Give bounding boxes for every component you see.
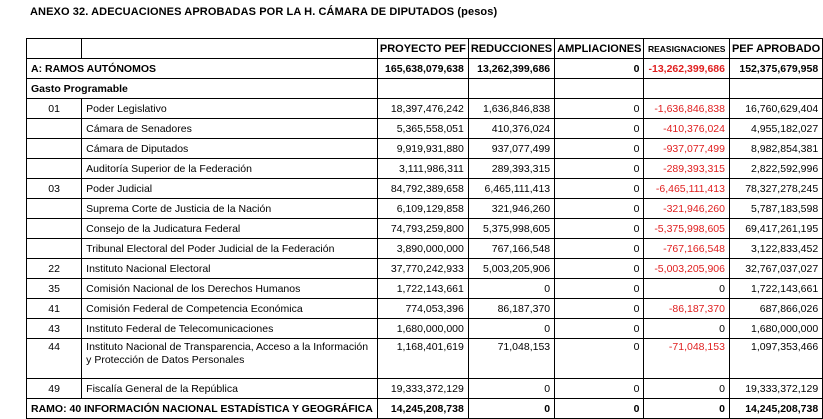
row-value-proyecto: 5,365,558,051 <box>377 119 468 139</box>
row-code: 43 <box>27 319 82 339</box>
ramo-value-proyecto: 14,245,208,738 <box>377 399 468 419</box>
row-code: 01 <box>27 99 82 119</box>
table-row <box>27 179 823 199</box>
row-code <box>27 219 82 239</box>
row-value-proyecto: 19,333,372,129 <box>377 379 468 399</box>
ramo-value-ampliaciones: 0 <box>555 399 644 419</box>
row-value-proyecto: 18,397,476,242 <box>377 99 468 119</box>
row-code <box>27 239 82 259</box>
table-row <box>27 279 823 299</box>
row-value-reducciones: 0 <box>468 279 554 299</box>
section-value-proyecto: 165,638,079,638 <box>377 59 468 79</box>
row-value-pef-aprobado: 5,787,183,598 <box>729 199 822 219</box>
row-value-ampliaciones: 0 <box>555 119 644 139</box>
row-value-reducciones: 289,393,315 <box>468 159 554 179</box>
row-value-proyecto: 1,168,401,619 <box>377 339 468 379</box>
subsection-empty <box>729 79 822 99</box>
row-value-reducciones: 0 <box>468 319 554 339</box>
row-code: 41 <box>27 299 82 319</box>
row-value-proyecto: 74,793,259,800 <box>377 219 468 239</box>
row-value-reasignaciones: -289,393,315 <box>644 159 729 179</box>
row-value-reducciones: 86,187,370 <box>468 299 554 319</box>
row-value-proyecto: 84,792,389,658 <box>377 179 468 199</box>
row-value-pef-aprobado: 78,327,278,245 <box>729 179 822 199</box>
row-value-pef-aprobado: 1,680,000,000 <box>729 319 822 339</box>
row-code <box>27 119 82 139</box>
budget-table <box>26 38 823 419</box>
row-value-ampliaciones: 0 <box>555 239 644 259</box>
ramo-label: RAMO: 40 INFORMACIÓN NACIONAL ESTADÍSTICA Y GEOGRÁFICA <box>27 399 378 419</box>
row-value-reducciones: 410,376,024 <box>468 119 554 139</box>
row-code <box>27 159 82 179</box>
row-value-ampliaciones: 0 <box>555 259 644 279</box>
header-blank-2 <box>82 39 378 59</box>
row-value-reasignaciones: -5,375,998,605 <box>644 219 729 239</box>
row-value-reasignaciones: -71,048,153 <box>644 339 729 379</box>
header-blank <box>27 39 82 59</box>
table-row <box>27 379 823 399</box>
row-name: Auditoría Superior de la Federación <box>82 159 378 179</box>
subsection-row <box>27 79 823 99</box>
subsection-label: Gasto Programable <box>27 79 378 99</box>
table-row <box>27 99 823 119</box>
section-label: A: RAMOS AUTÓNOMOS <box>27 59 378 79</box>
row-name: Comisión Federal de Competencia Económica <box>82 299 378 319</box>
column-header-pef-aprobado: PEF APROBADO <box>729 39 822 59</box>
section-value-ampliaciones: 0 <box>555 59 644 79</box>
row-value-reasignaciones: -937,077,499 <box>644 139 729 159</box>
row-value-ampliaciones: 0 <box>555 99 644 119</box>
row-name: Instituto Federal de Telecomunicaciones <box>82 319 378 339</box>
row-name: Cámara de Senadores <box>82 119 378 139</box>
row-value-pef-aprobado: 4,955,182,027 <box>729 119 822 139</box>
row-value-reducciones: 0 <box>468 379 554 399</box>
table-row <box>27 339 823 379</box>
row-value-reasignaciones: -767,166,548 <box>644 239 729 259</box>
row-value-proyecto: 3,890,000,000 <box>377 239 468 259</box>
row-name: Instituto Nacional Electoral <box>82 259 378 279</box>
row-value-reducciones: 1,636,846,838 <box>468 99 554 119</box>
subsection-empty <box>468 79 554 99</box>
row-value-pef-aprobado: 16,760,629,404 <box>729 99 822 119</box>
row-value-reducciones: 6,465,111,413 <box>468 179 554 199</box>
row-value-proyecto: 1,680,000,000 <box>377 319 468 339</box>
row-value-ampliaciones: 0 <box>555 339 644 379</box>
row-code: 49 <box>27 379 82 399</box>
row-name: Consejo de la Judicatura Federal <box>82 219 378 239</box>
table-row <box>27 139 823 159</box>
row-name: Poder Judicial <box>82 179 378 199</box>
row-name: Suprema Corte de Justicia de la Nación <box>82 199 378 219</box>
row-name: Comisión Nacional de los Derechos Humanos <box>82 279 378 299</box>
table-row <box>27 239 823 259</box>
row-value-ampliaciones: 0 <box>555 159 644 179</box>
row-code <box>27 139 82 159</box>
table-row <box>27 199 823 219</box>
row-value-reducciones: 767,166,548 <box>468 239 554 259</box>
table-body <box>27 39 823 419</box>
column-header-reasignaciones: REASIGNACIONES <box>644 39 729 59</box>
row-value-pef-aprobado: 8,982,854,381 <box>729 139 822 159</box>
ramo-value-reasignaciones: 0 <box>644 399 729 419</box>
row-name: Poder Legislativo <box>82 99 378 119</box>
row-value-ampliaciones: 0 <box>555 139 644 159</box>
row-value-ampliaciones: 0 <box>555 199 644 219</box>
ramo-value-reducciones: 0 <box>468 399 554 419</box>
row-value-reasignaciones: 0 <box>644 319 729 339</box>
header-row <box>27 39 823 59</box>
row-value-ampliaciones: 0 <box>555 179 644 199</box>
row-value-reasignaciones: -5,003,205,906 <box>644 259 729 279</box>
row-value-reasignaciones: -1,636,846,838 <box>644 99 729 119</box>
table-row <box>27 299 823 319</box>
subsection-empty <box>644 79 729 99</box>
row-code: 03 <box>27 179 82 199</box>
row-value-reducciones: 5,375,998,605 <box>468 219 554 239</box>
column-header-ampliaciones: AMPLIACIONES <box>555 39 644 59</box>
row-name: Instituto Nacional de Transparencia, Acceso a la Información y Protección de Datos Personales <box>82 339 378 379</box>
row-value-proyecto: 1,722,143,661 <box>377 279 468 299</box>
row-code <box>27 199 82 219</box>
table-row <box>27 259 823 279</box>
section-value-reducciones: 13,262,399,686 <box>468 59 554 79</box>
row-value-reasignaciones: -86,187,370 <box>644 299 729 319</box>
row-value-pef-aprobado: 687,866,026 <box>729 299 822 319</box>
ramo-row <box>27 399 823 419</box>
subsection-empty <box>377 79 468 99</box>
column-header-proyecto-pef: PROYECTO PEF <box>377 39 468 59</box>
subsection-empty <box>555 79 644 99</box>
row-name: Tribunal Electoral del Poder Judicial de la Federación <box>82 239 378 259</box>
document-title: ANEXO 32. ADECUACIONES APROBADAS POR LA H. CÁMARA DE DIPUTADOS (pesos) <box>30 6 498 18</box>
row-value-reducciones: 321,946,260 <box>468 199 554 219</box>
column-header-reducciones: REDUCCIONES <box>468 39 554 59</box>
section-value-pef-aprobado: 152,375,679,958 <box>729 59 822 79</box>
row-code: 35 <box>27 279 82 299</box>
row-name: Fiscalía General de la República <box>82 379 378 399</box>
row-value-proyecto: 6,109,129,858 <box>377 199 468 219</box>
row-value-pef-aprobado: 1,722,143,661 <box>729 279 822 299</box>
row-value-proyecto: 774,053,396 <box>377 299 468 319</box>
row-value-pef-aprobado: 1,097,353,466 <box>729 339 822 379</box>
row-value-ampliaciones: 0 <box>555 299 644 319</box>
row-value-proyecto: 37,770,242,933 <box>377 259 468 279</box>
table-row <box>27 219 823 239</box>
row-value-pef-aprobado: 2,822,592,996 <box>729 159 822 179</box>
row-value-reasignaciones: -6,465,111,413 <box>644 179 729 199</box>
row-value-proyecto: 3,111,986,311 <box>377 159 468 179</box>
section-row <box>27 59 823 79</box>
table-row <box>27 159 823 179</box>
section-value-reasignaciones: -13,262,399,686 <box>644 59 729 79</box>
row-value-pef-aprobado: 69,417,261,195 <box>729 219 822 239</box>
table-row <box>27 119 823 139</box>
row-value-reasignaciones: -410,376,024 <box>644 119 729 139</box>
ramo-value-pef-aprobado: 14,245,208,738 <box>729 399 822 419</box>
row-value-reducciones: 5,003,205,906 <box>468 259 554 279</box>
row-value-reasignaciones: -321,946,260 <box>644 199 729 219</box>
row-value-reducciones: 937,077,499 <box>468 139 554 159</box>
row-value-pef-aprobado: 3,122,833,452 <box>729 239 822 259</box>
row-value-proyecto: 9,919,931,880 <box>377 139 468 159</box>
row-code: 22 <box>27 259 82 279</box>
row-value-ampliaciones: 0 <box>555 319 644 339</box>
row-value-pef-aprobado: 32,767,037,027 <box>729 259 822 279</box>
row-value-ampliaciones: 0 <box>555 379 644 399</box>
row-value-reasignaciones: 0 <box>644 379 729 399</box>
row-name: Cámara de Diputados <box>82 139 378 159</box>
row-code: 44 <box>27 339 82 379</box>
row-value-reasignaciones: 0 <box>644 279 729 299</box>
row-value-pef-aprobado: 19,333,372,129 <box>729 379 822 399</box>
row-value-ampliaciones: 0 <box>555 219 644 239</box>
row-value-ampliaciones: 0 <box>555 279 644 299</box>
table-row <box>27 319 823 339</box>
row-value-reducciones: 71,048,153 <box>468 339 554 379</box>
